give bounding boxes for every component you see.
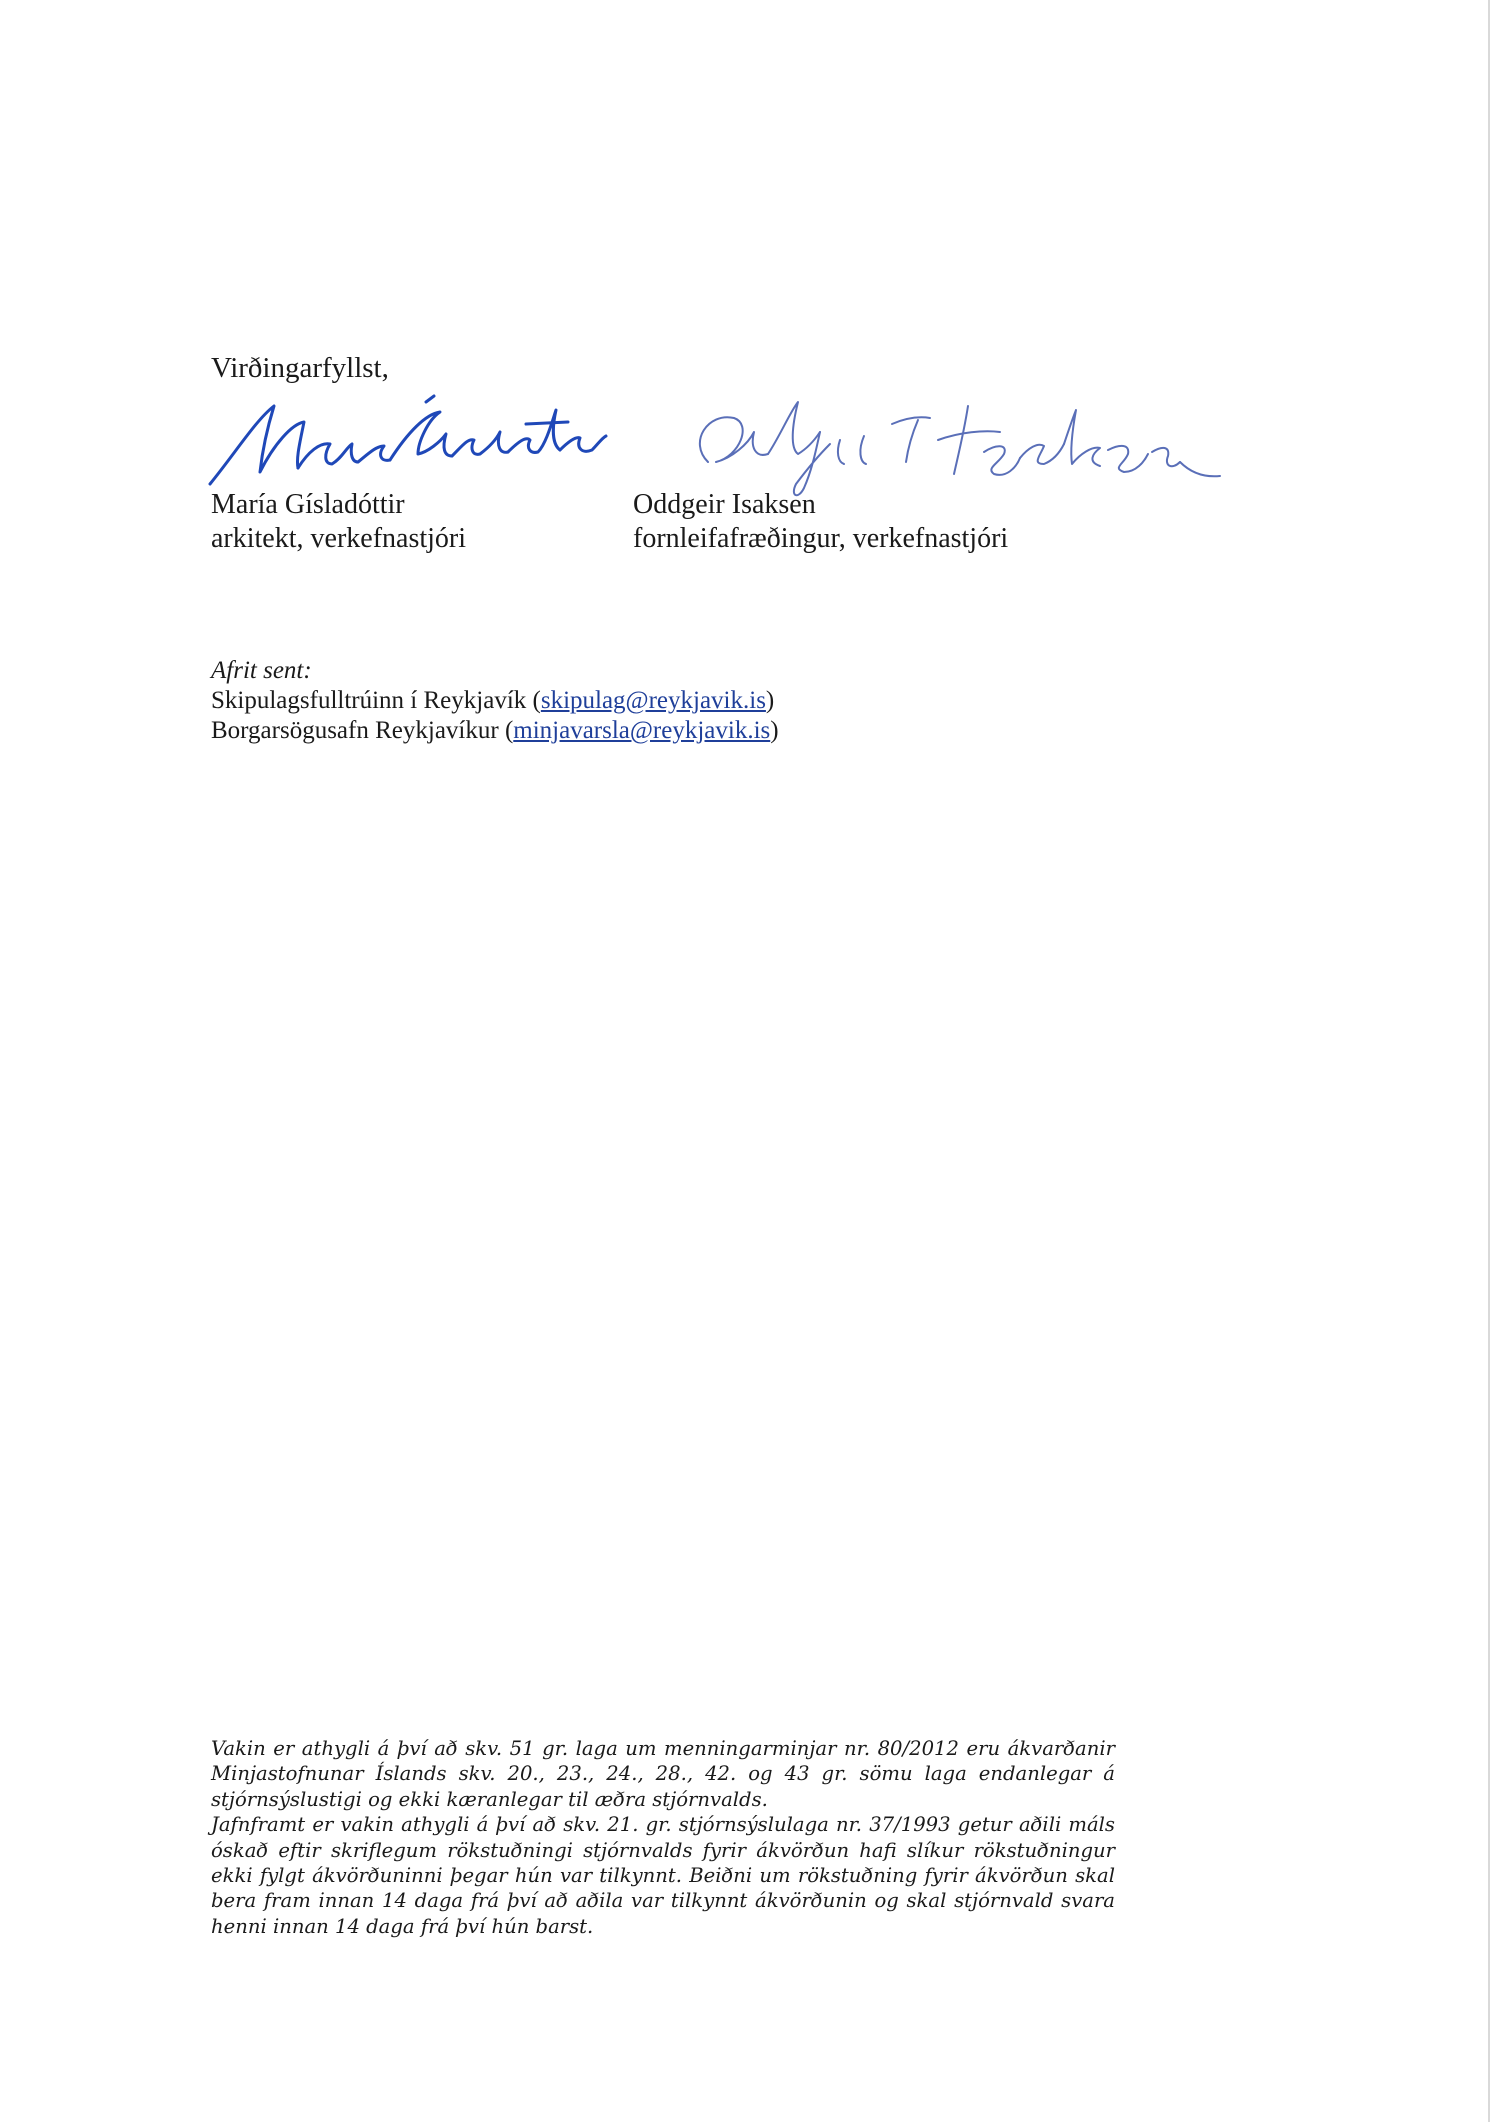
copies-sent-section bbox=[211, 656, 779, 746]
signer-title: arkitekt, verkefnastjóri bbox=[211, 523, 467, 554]
signer-name: Oddgeir Isaksen bbox=[633, 489, 816, 520]
signer-oddgeir-block bbox=[633, 488, 1008, 556]
recipient-email-link[interactable]: minjavarsla@reykjavik.is bbox=[513, 717, 771, 744]
scan-edge-line bbox=[1488, 0, 1490, 2122]
legal-notice bbox=[211, 1736, 1115, 1939]
copies-heading: Afrit sent: bbox=[211, 657, 312, 684]
recipient-name: Borgarsögusafn Reykjavíkur bbox=[211, 717, 499, 744]
notice-paragraph: Jafnframt er vakin athygli á því að skv. 21. gr. stjórnsýslulaga nr. 37/1993 getur aðili máls óskað eftir skriflegum rökstuðningi stjórnvalds fyrir ákvörðun hafi slíkur rökstuðningur ekki fylgt ákvörðuninni þegar hún var tilkynnt. Beiðni um rökstuðning fyrir ákvörðun skal bera fram innan 14 daga frá því að aðila var tilkynnt ákvörðunin og skal stjórnvald svara henni innan 14 daga frá því hún barst. bbox=[211, 1813, 1115, 1938]
signer-title: fornleifafræðingur, verkefnastjóri bbox=[633, 523, 1009, 554]
copy-recipient: Borgarsögusafn Reykjavíkur (minjavarsla@reykjavik.is) bbox=[211, 717, 779, 744]
closing-salutation: Virðingarfyllst, bbox=[211, 352, 389, 384]
recipient-email-link[interactable]: skipulag@reykjavik.is bbox=[540, 687, 766, 714]
notice-paragraph: Vakin er athygli á því að skv. 51 gr. laga um menningarminjar nr. 80/2012 eru ákvarðanir Minjastofnunar Íslands skv. 20., 23., 24., 28., 42. og 43 gr. sömu laga endanlegar á stjórnsýslustigi og ekki kæranlegar til æðra stjórnvalds. bbox=[211, 1737, 1115, 1811]
signature-maria bbox=[196, 392, 616, 502]
signer-name: María Gísladóttir bbox=[211, 489, 405, 520]
copy-recipient: Skipulagsfulltrúinn í Reykjavík (skipulag@reykjavik.is) bbox=[211, 687, 775, 714]
signer-maria-block bbox=[211, 488, 466, 556]
recipient-name: Skipulagsfulltrúinn í Reykjavík bbox=[211, 687, 527, 714]
